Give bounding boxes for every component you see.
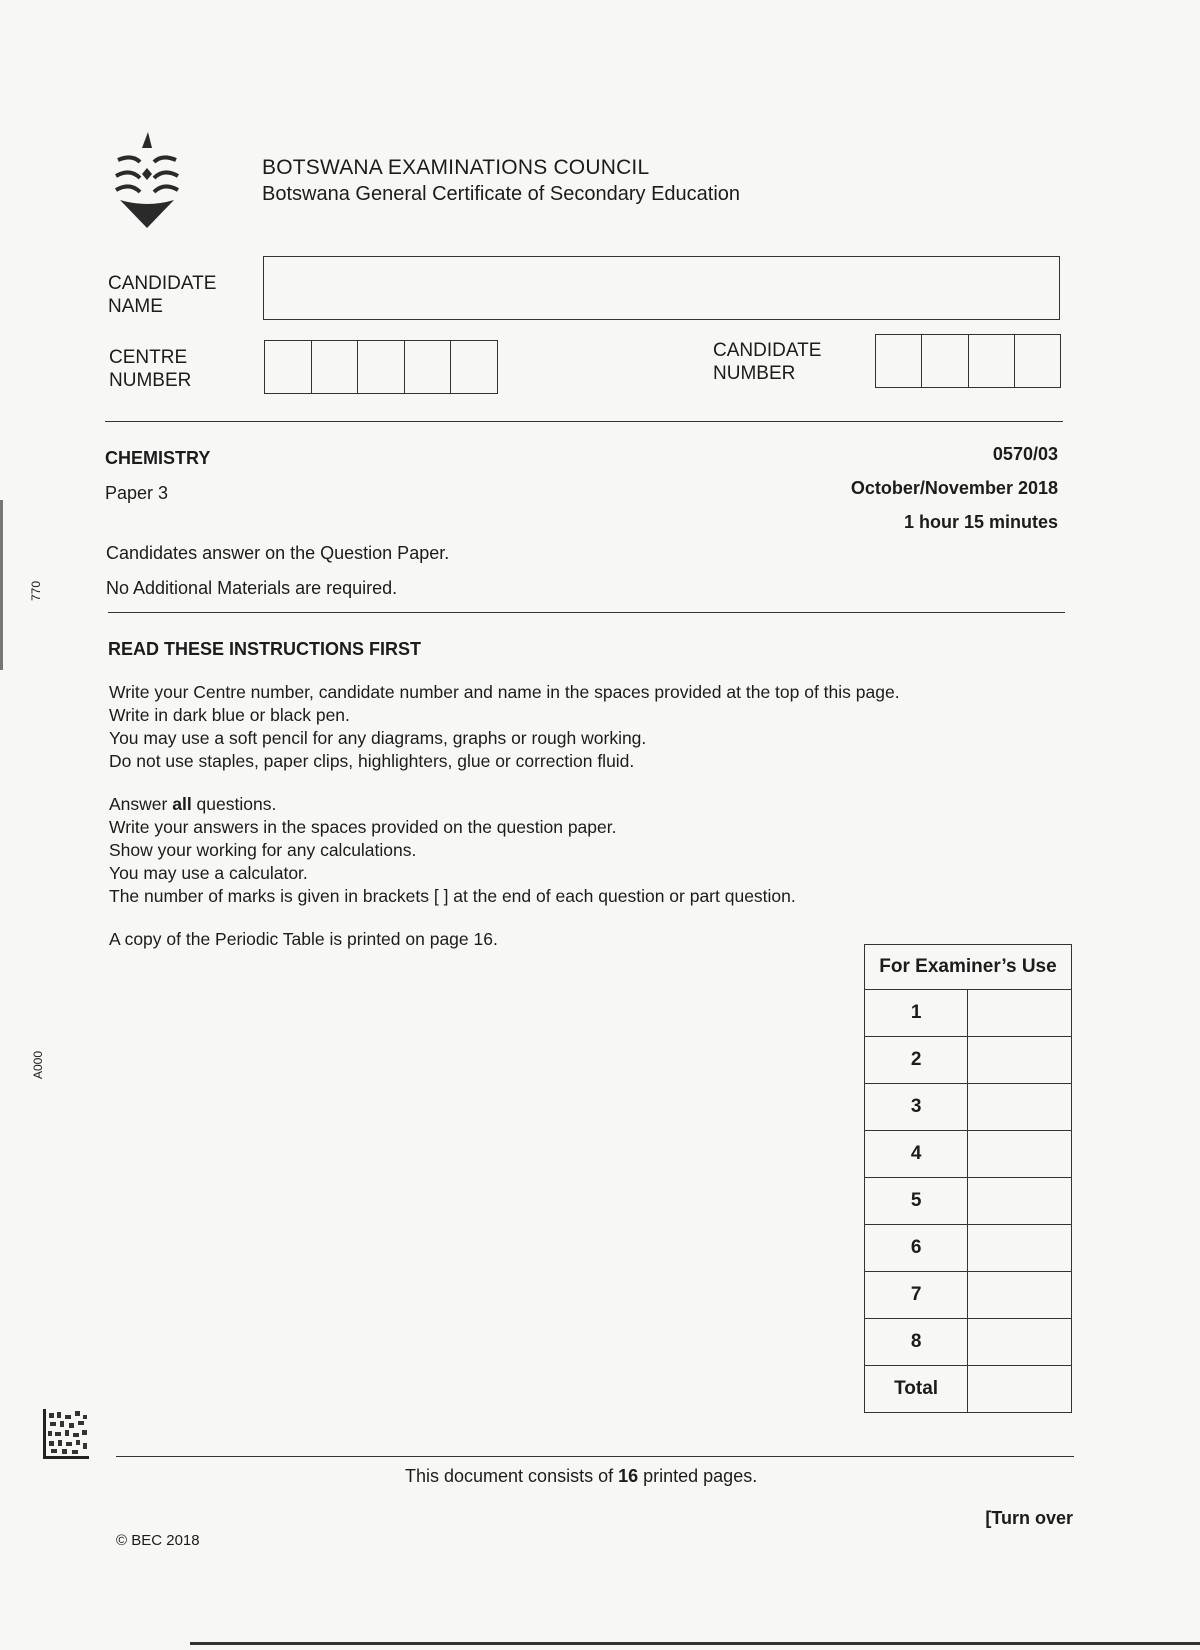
candidate-number-digit[interactable] — [922, 335, 968, 387]
table-row: 4 — [865, 1131, 1072, 1178]
subject-title: CHEMISTRY — [105, 448, 211, 468]
instruction-line: Do not use staples, paper clips, highlighters, glue or correction fluid. — [109, 751, 635, 771]
instruction-line: You may use a calculator. — [109, 863, 308, 883]
paper-code: 0570/03 — [992, 444, 1058, 464]
page-count-note: This document consists of 16 printed pages. — [405, 1466, 758, 1486]
examiner-use-heading: For Examiner’s Use — [865, 945, 1072, 990]
table-row: 3 — [865, 1084, 1072, 1131]
examiner-use-table — [864, 944, 1072, 1413]
total-cell — [968, 1366, 1072, 1413]
table-row: 5 — [865, 1178, 1072, 1225]
total-label: Total — [865, 1366, 968, 1413]
centre-number-digit[interactable] — [312, 341, 359, 393]
mark-cell — [968, 1084, 1072, 1131]
side-code-middle: A000 — [31, 1050, 46, 1080]
answer-location-note: Candidates answer on the Question Paper. — [106, 543, 450, 563]
instruction-line: Write your answers in the spaces provided on the question paper. — [109, 817, 617, 837]
qualification-name: Botswana General Certificate of Secondary Education — [262, 183, 741, 205]
mark-cell — [968, 1178, 1072, 1225]
instruction-line: You may use a soft pencil for any diagrams, graphs or rough working. — [109, 728, 647, 748]
centre-number-label: CENTRE NUMBER — [109, 347, 192, 391]
table-row: 2 — [865, 1037, 1072, 1084]
centre-number-digit[interactable] — [358, 341, 405, 393]
table-row: 7 — [865, 1272, 1072, 1319]
mark-cell — [968, 1225, 1072, 1272]
table-row: 6 — [865, 1225, 1072, 1272]
divider-top — [105, 421, 1063, 422]
paper-number: Paper 3 — [105, 483, 169, 503]
divider-middle — [108, 612, 1065, 613]
instruction-line: Write in dark blue or black pen. — [109, 705, 350, 725]
data-matrix-code — [43, 1409, 89, 1459]
candidate-name-field[interactable] — [263, 256, 1060, 320]
instruction-line: The number of marks is given in brackets [ ] at the end of each question or part question. — [109, 886, 796, 906]
mark-cell — [968, 1319, 1072, 1366]
instructions-heading: READ THESE INSTRUCTIONS FIRST — [108, 639, 422, 659]
centre-number-field[interactable] — [264, 340, 498, 394]
bec-logo — [112, 130, 182, 230]
periodic-table-note: A copy of the Periodic Table is printed on page 16. — [109, 929, 498, 949]
centre-number-digit[interactable] — [451, 341, 497, 393]
centre-number-digit[interactable] — [405, 341, 452, 393]
exam-session: October/November 2018 — [850, 478, 1058, 498]
materials-note: No Additional Materials are required. — [106, 578, 398, 598]
binding-edge — [0, 500, 3, 670]
table-row — [865, 1366, 1072, 1413]
mark-cell — [968, 1037, 1072, 1084]
turn-over: [Turn over — [985, 1508, 1073, 1528]
centre-number-digit[interactable] — [265, 341, 312, 393]
side-code-top: 770 — [29, 580, 44, 602]
mark-cell — [968, 1131, 1072, 1178]
instruction-line: Write your Centre number, candidate number and name in the spaces provided at the top of this page. — [109, 682, 900, 702]
table-row: 1 — [865, 990, 1072, 1037]
mark-cell — [968, 990, 1072, 1037]
instruction-line: Show your working for any calculations. — [109, 840, 417, 860]
table-row: 8 — [865, 1319, 1072, 1366]
page-bottom-edge — [190, 1642, 1200, 1645]
candidate-number-label: CANDIDATE NUMBER — [713, 340, 822, 384]
instruction-line: Answer all questions. — [109, 794, 277, 814]
candidate-number-field[interactable] — [875, 334, 1061, 388]
instructions-block — [109, 681, 1009, 951]
exam-duration: 1 hour 15 minutes — [903, 512, 1058, 532]
organisation-name: BOTSWANA EXAMINATIONS COUNCIL — [262, 156, 650, 179]
candidate-number-digit[interactable] — [1015, 335, 1060, 387]
mark-cell — [968, 1272, 1072, 1319]
candidate-number-digit[interactable] — [876, 335, 922, 387]
divider-footer — [116, 1456, 1074, 1457]
candidate-number-digit[interactable] — [969, 335, 1015, 387]
candidate-name-label: CANDIDATE NAME — [108, 273, 217, 317]
copyright: © BEC 2018 — [116, 1532, 200, 1549]
